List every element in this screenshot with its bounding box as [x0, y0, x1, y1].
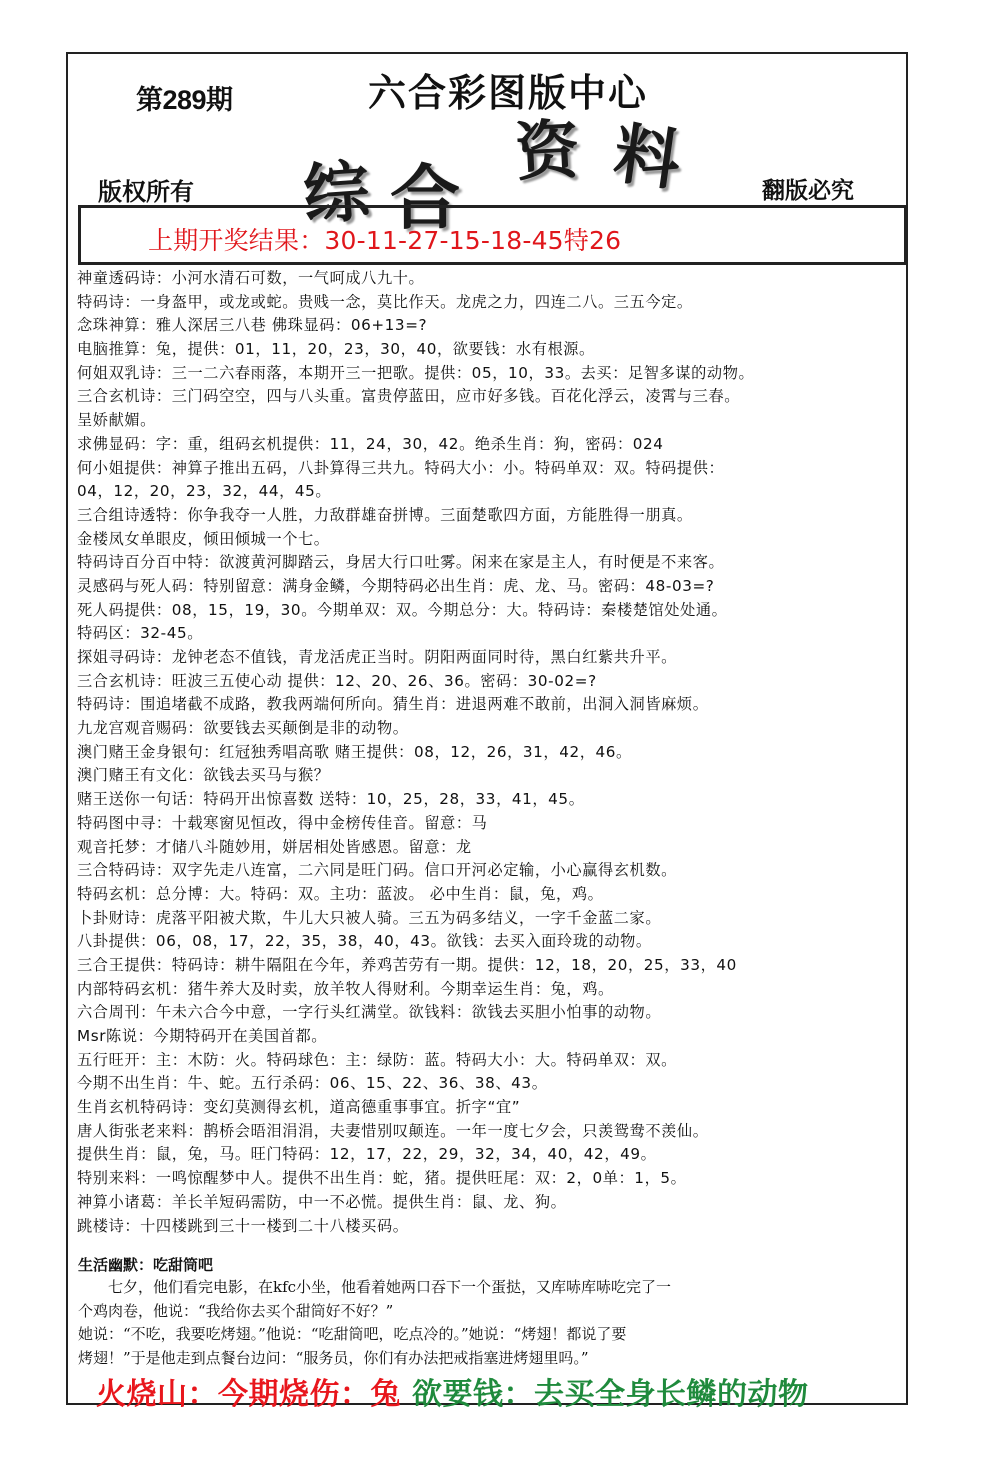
content-line: 探姐寻码诗：龙钟老态不值钱，青龙活虎正当时。阴阳两面同时待，黑白红紫共升平。 [77, 648, 677, 666]
content-line: 内部特码玄机：猪牛养大及时卖，放羊牧人得财利。今期幸运生肖：兔，鸡。 [77, 979, 614, 998]
content-line: 念珠神算：雅人深居三八巷 佛珠显码：06+13=? [77, 316, 428, 335]
humor-story [78, 1276, 900, 1370]
content-line: 三合王提供：特码诗：耕牛隔阻在今年，养鸡苦劳有一期。提供：12，18，20，25，33，40 [77, 955, 737, 974]
content-line: 特码诗：一身盔甲，或龙或蛇。贵贱一念，莫比作天。龙虎之力，四连二八。三五今定。 [77, 292, 693, 311]
content-line: 特码图中寻：十载寒窗见恒改，得中金榜传佳音。留意：马 [77, 813, 488, 832]
content-line: 特码玄机：总分博：大。特码：双。主功：蓝波。 必中生肖：鼠，兔，鸡。 [77, 884, 604, 903]
content-line: 金楼凤女单眼皮，倾田倾城一个七。 [77, 529, 330, 548]
content-line: 三合玄机诗：旺波三五使心动 提供：12、20、26、36。密码：30-02=? [77, 671, 597, 690]
content-line: 六合周刊：午未六合今中意，一字行头红满堂。欲钱料：欲钱去买胆小怕事的动物。 [77, 1003, 662, 1022]
story-line: 七夕，他们看完电影，在kfc小坐，他看着她两口吞下一个蛋挞，又库哧库哧吃完了一 [78, 1278, 672, 1296]
title-char-2: 合 [390, 156, 460, 239]
last-result: 上期开奖结果：30-11-27-15-18-45特26 [148, 226, 622, 255]
content-line: 特别来料：一鸣惊醒梦中人。提供不出生肖：蛇，猪。提供旺尾：双：2，0单：1，5。 [77, 1169, 687, 1188]
content-line: 特码诗：围追堵截不成路，教我两端何所向。猜生肖：进退两难不敢前，出洞入洞皆麻烦。 [77, 695, 709, 714]
story-line: 个鸡肉卷，他说：“我给你去买个甜筒好不好？” [78, 1301, 394, 1320]
story-line: 她说：“不吃，我要吃烤翅。”他说：“吃甜筒吧，吃点冷的。”她说：“烤翅！都说了要 [78, 1325, 627, 1343]
issue-number: 第289期 [136, 85, 233, 115]
footer-green-text: 欲要钱：去买全身长鳞的动物 [411, 1377, 809, 1412]
content-line: 特码区：32-45。 [77, 624, 204, 643]
footer-red-text: 火烧山：今期烧伤：兔 [96, 1377, 401, 1412]
content-line: 神童透码诗：小河水清石可数，一气呵成八九十。 [77, 269, 425, 287]
content-line: 何姐双乳诗：三一二六春雨落，本期开三一把歌。提供：05，10，33。去买：足智多谋的动物。 [77, 363, 755, 382]
footer-banner [96, 1369, 808, 1413]
content-line: 特码诗百分百中特：欲渡黄河脚踏云，身居大行口吐雾。闲来在家是主人，有时便是不来客。 [77, 553, 725, 572]
center-name: 六合彩图版中心 [368, 70, 649, 115]
content-line: 九龙宫观音赐码：欲要钱去买颠倒是非的动物。 [77, 719, 409, 738]
content-line: 神算小诸葛：羊长羊短码需防，中一不必慌。提供生肖：鼠、龙、狗。 [77, 1192, 567, 1211]
content-line: 三合组诗透特：你争我夺一人胜，力敌群雄奋拼博。三面楚歌四方面，方能胜得一朋真。 [77, 505, 693, 524]
content-line: 灵感码与死人码：特别留意：满身金鳞，今期特码必出生肖：虎、龙、马。密码：48-03=? [77, 576, 715, 595]
content-line: 五行旺开：主：木防：火。特码球色：主：绿防：蓝。特码大小：大。特码单双：双。 [77, 1050, 677, 1069]
copyright-text: 版权所有 [98, 177, 194, 206]
content-line: 04，12，20，23，32，44，45。 [77, 482, 332, 501]
content-line: 生肖玄机特码诗：变幻莫测得玄机，道高德重事事宜。折字“宜” [77, 1098, 521, 1117]
content-line: 死人码提供：08，15，19，30。今期单双：双。今期总分：大。特码诗：秦楼楚馆处处通。 [77, 600, 728, 619]
content-line: 呈娇献媚。 [77, 411, 156, 430]
title-char-4: 料 [609, 113, 686, 201]
content-line: 澳门赌王有文化：欲钱去买马与猴？ [77, 766, 330, 785]
content-line: 观音托梦：才储八斗随妙用，姘居相处皆感恩。留意：龙 [77, 837, 472, 856]
content-line: 跳楼诗：十四楼跳到三十一楼到二十八楼买码。 [77, 1216, 409, 1235]
title-char-1: 综 [300, 151, 373, 235]
content-line: 唐人街张老来料：鹊桥会晤泪涓涓，夫妻惜别叹颠连。一年一度七夕会，只羡鸳鸯不羡仙。 [77, 1121, 709, 1140]
content-line: 三合玄机诗：三门码空空，四与八头重。富贵停蓝田，应市好多钱。百花化浮云，凌霄与三春。 [77, 387, 741, 406]
content-line: 电脑推算：兔，提供：01，11，20，23，30，40，欲要钱：水有根源。 [77, 340, 595, 359]
no-copy-text: 翻版必究 [762, 177, 854, 204]
content-line: 卜卦财诗：虎落平阳被犬欺，牛儿大只被人骑。三五为码多结义，一字千金蓝二家。 [77, 908, 662, 927]
content-line: 何小姐提供：神算子推出五码，八卦算得三共九。特码大小：小。特码单双：双。特码提供： [77, 458, 725, 477]
content-line: 赌王送你一句话：特码开出惊喜数 送特：10，25，28，33，41，45。 [77, 790, 585, 809]
content-line: 澳门赌王金身银句：红冠独秀唱高歌 赌王提供：08，12，26，31，42，46。 [77, 742, 632, 761]
story-line: 烤翅！”于是他走到点餐台边问：“服务员，你们有办法把戒指塞进烤翅里吗。” [78, 1348, 589, 1367]
humor-title: 生活幽默：吃甜筒吧 [78, 1256, 214, 1274]
title-char-3: 资 [513, 112, 582, 191]
content-line: 求佛显码：字：重，组码玄机提供：11，24，30，42。绝杀生肖：狗，密码：024 [77, 434, 664, 453]
content-line: 三合特码诗：双字先走八连富，二六同是旺门码。信口开河必定输，小心赢得玄机数。 [77, 861, 677, 880]
content-line: 今期不出生肖：牛、蛇。五行杀码：06、15、22、36、38、43。 [77, 1074, 548, 1093]
content-lines [77, 267, 907, 1238]
content-line: Msr陈说：今期特码开在美国首都。 [77, 1027, 328, 1045]
content-line: 八卦提供：06，08，17，22，35，38，40，43。欲钱：去买入面玲珑的动物。 [77, 932, 652, 951]
content-line: 提供生肖：鼠，兔，马。旺门特码：12，17，22，29，32，34，40，42，49。 [77, 1145, 657, 1164]
